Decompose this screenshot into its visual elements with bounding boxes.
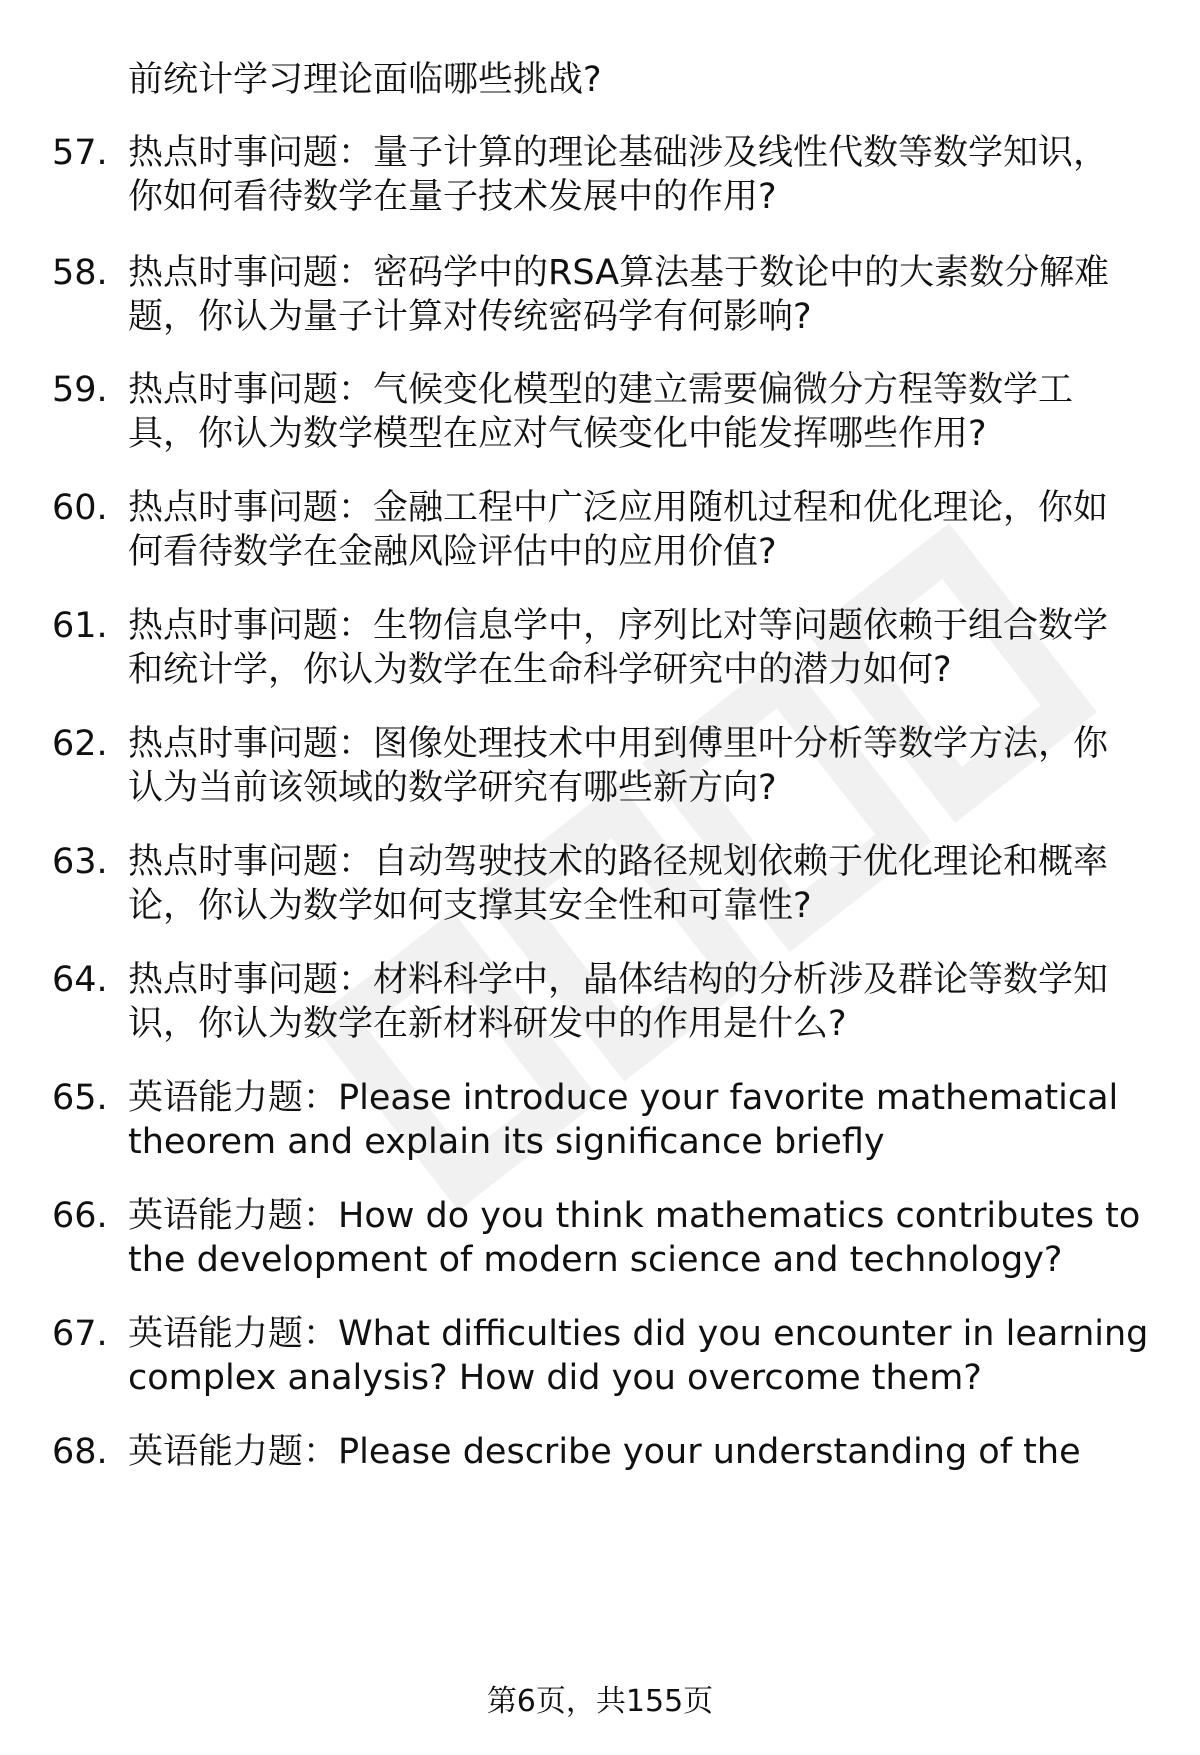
question-number: 59. [52, 370, 108, 410]
question-line: 热点时事问题：量子计算的理论基础涉及线性代数等数学知识， [128, 133, 1109, 173]
question-line: 识，你认为数学在新材料研发中的作用是什么? [128, 1004, 847, 1044]
question-line: 热点时事问题：图像处理技术中用到傅里叶分析等数学方法，你 [128, 724, 1109, 764]
question-line: 认为当前该领域的数学研究有哪些新方向? [128, 768, 777, 808]
question-line: 热点时事问题：自动驾驶技术的路径规划依赖于优化理论和概率 [128, 842, 1109, 882]
question-number: 64. [52, 960, 108, 1000]
question-line: 英语能力题：Please describe your understanding of the [128, 1432, 1081, 1472]
question-line: 英语能力题：How do you think mathematics contributes to [128, 1196, 1141, 1236]
question-number: 65. [52, 1078, 108, 1118]
question-number: 66. [52, 1196, 108, 1236]
continuation-line: 前统计学习理论面临哪些挑战? [128, 60, 602, 100]
question-number: 67. [52, 1314, 108, 1354]
question-line: 你如何看待数学在量子技术发展中的作用? [128, 177, 777, 217]
question-line: 热点时事问题：气候变化模型的建立需要偏微分方程等数学工 [128, 370, 1074, 410]
question-line: 何看待数学在金融风险评估中的应用价值? [128, 532, 777, 572]
question-line: 热点时事问题：生物信息学中，序列比对等问题依赖于组合数学 [128, 606, 1109, 646]
question-line: 具，你认为数学模型在应对气候变化中能发挥哪些作用? [128, 414, 987, 454]
question-line: 英语能力题：Please introduce your favorite mathematical [128, 1078, 1119, 1118]
question-line: 英语能力题：What difficulties did you encounter in learning [128, 1314, 1149, 1354]
question-number: 60. [52, 488, 108, 528]
question-number: 57. [52, 133, 108, 173]
question-number: 58. [52, 253, 108, 293]
question-line: 和统计学，你认为数学在生命科学研究中的潜力如何? [128, 650, 952, 690]
question-line: 热点时事问题：材料科学中，晶体结构的分析涉及群论等数学知 [128, 960, 1109, 1000]
page-footer: 第6页，共155页 [486, 1684, 714, 1719]
question-number: 62. [52, 724, 108, 764]
question-line: 论，你认为数学如何支撑其安全性和可靠性? [128, 886, 812, 926]
question-line: complex analysis? How did you overcome them? [128, 1358, 982, 1398]
question-line: 题，你认为量子计算对传统密码学有何影响? [128, 297, 812, 337]
question-line: 热点时事问题：密码学中的RSA算法基于数论中的大素数分解难 [128, 253, 1110, 293]
question-line: theorem and explain its significance briefly [128, 1122, 885, 1162]
question-number: 63. [52, 842, 108, 882]
question-number: 61. [52, 606, 108, 646]
question-line: 热点时事问题：金融工程中广泛应用随机过程和优化理论，你如 [128, 488, 1109, 528]
question-line: the development of modern science and technology? [128, 1240, 1063, 1280]
question-number: 68. [52, 1432, 108, 1472]
